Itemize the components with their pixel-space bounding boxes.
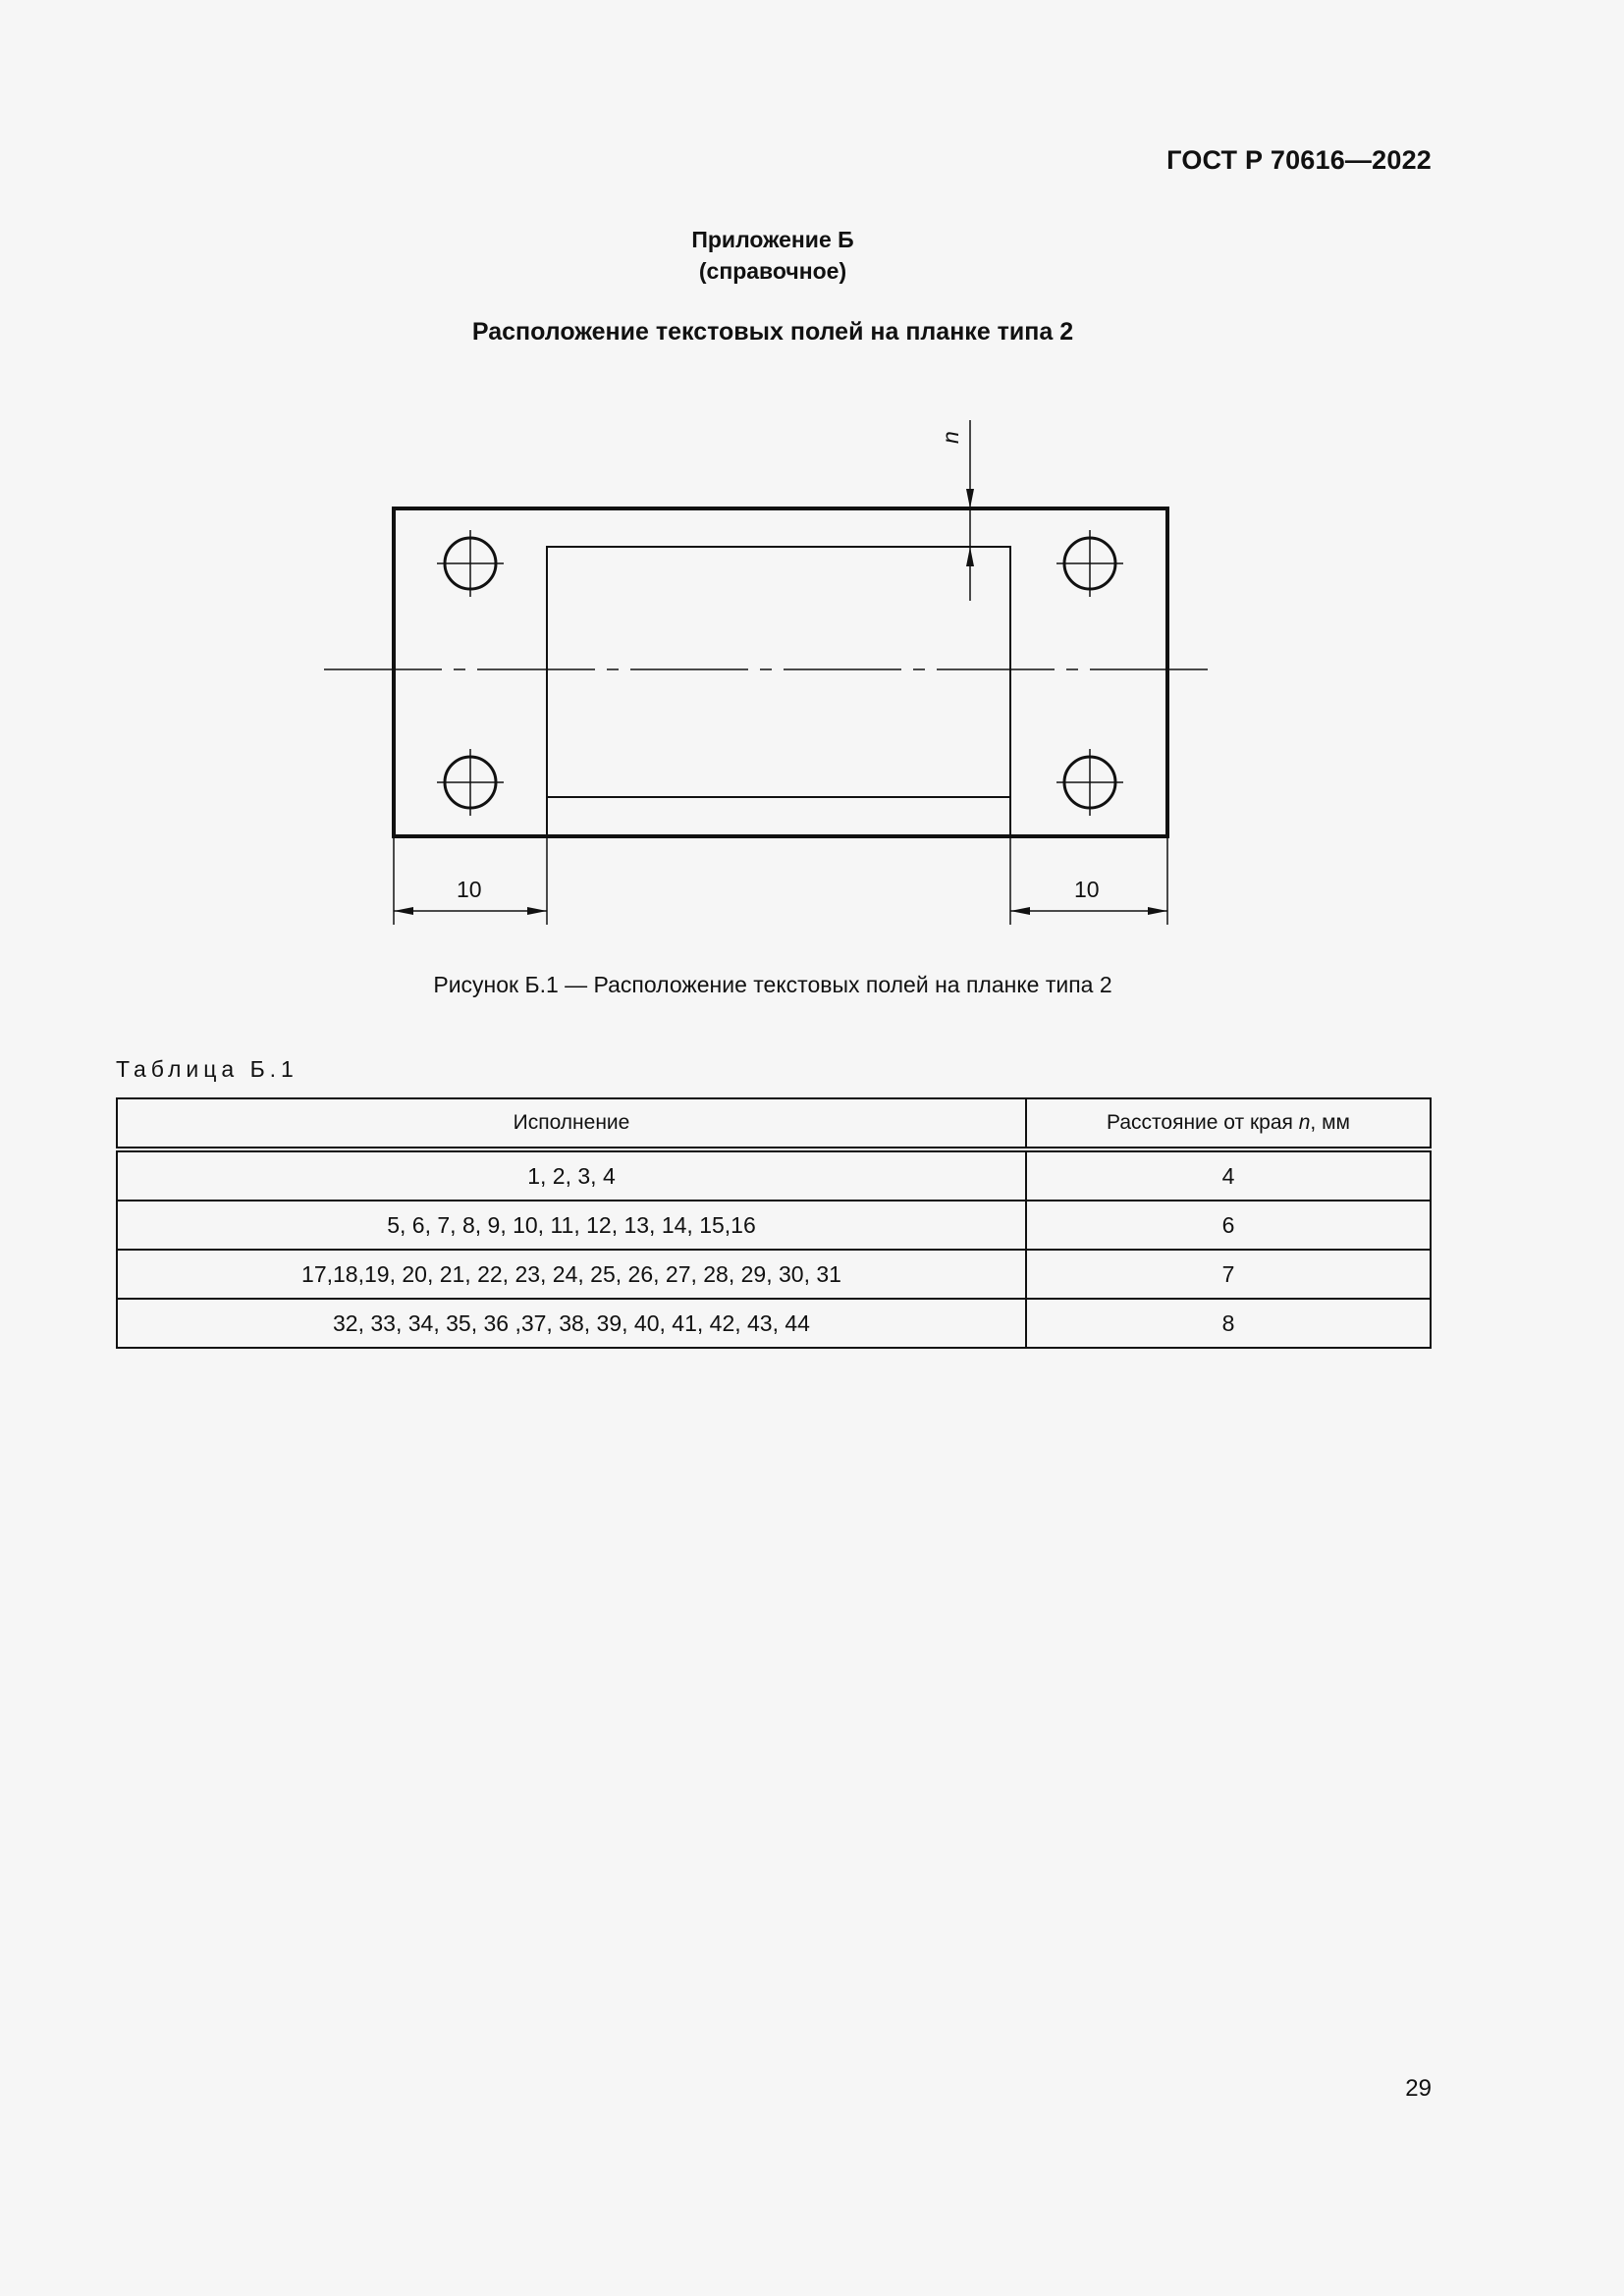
mounting-hole-bottom-left — [437, 749, 504, 816]
plate-drawing — [0, 0, 1624, 962]
figure-caption: Рисунок Б.1 — Расположение текстовых полей на планке типа 2 — [433, 972, 1112, 997]
mounting-hole-top-left — [437, 530, 504, 597]
dimension-right-label: 10 — [1074, 877, 1100, 902]
table-cell-distance: 8 — [1026, 1299, 1431, 1348]
table-label: Таблица Б.1 — [116, 1056, 298, 1082]
table-row — [117, 1201, 1431, 1250]
table-cell-execution: 32, 33, 34, 35, 36 ,37, 38, 39, 40, 41, 42, 43, 44 — [117, 1299, 1026, 1348]
header-distance-var: n — [1298, 1111, 1311, 1134]
table-cell-distance: 7 — [1026, 1250, 1431, 1299]
header-distance-suffix: , мм — [1310, 1111, 1350, 1134]
table-cell-execution: 1, 2, 3, 4 — [117, 1149, 1026, 1201]
document-code: ГОСТ Р 70616—2022 — [1166, 145, 1432, 175]
dimension-right — [1010, 877, 1167, 911]
dimension-n-label: n — [938, 431, 963, 444]
table-cell-distance: 6 — [1026, 1201, 1431, 1250]
data-table — [116, 1097, 1432, 1349]
dimension-left-label: 10 — [457, 877, 482, 902]
table-cell-execution: 17,18,19, 20, 21, 22, 23, 24, 25, 26, 27, 28, 29, 30, 31 — [117, 1250, 1026, 1299]
mounting-hole-top-right — [1056, 530, 1123, 597]
text-field-area — [547, 547, 1010, 836]
table-row — [117, 1299, 1431, 1348]
section-title: Расположение текстовых полей на планке типа 2 — [471, 318, 1074, 346]
table-cell-execution: 5, 6, 7, 8, 9, 10, 11, 12, 13, 14, 15,16 — [117, 1201, 1026, 1250]
mounting-hole-bottom-right — [1056, 749, 1123, 816]
appendix-title: Приложение Б — [691, 227, 854, 252]
page-number: 29 — [1405, 2075, 1432, 2102]
plate-outline — [394, 508, 1167, 836]
appendix-subtitle: (справочное) — [698, 258, 847, 284]
table-header-execution: Исполнение — [117, 1098, 1026, 1149]
table-header-distance — [1026, 1098, 1431, 1149]
table-cell-distance: 4 — [1026, 1149, 1431, 1201]
header-distance-prefix: Расстояние от края — [1107, 1111, 1299, 1134]
table-header-row — [117, 1098, 1431, 1149]
dimension-left — [394, 877, 547, 911]
table-row — [117, 1250, 1431, 1299]
table-row — [117, 1149, 1431, 1201]
